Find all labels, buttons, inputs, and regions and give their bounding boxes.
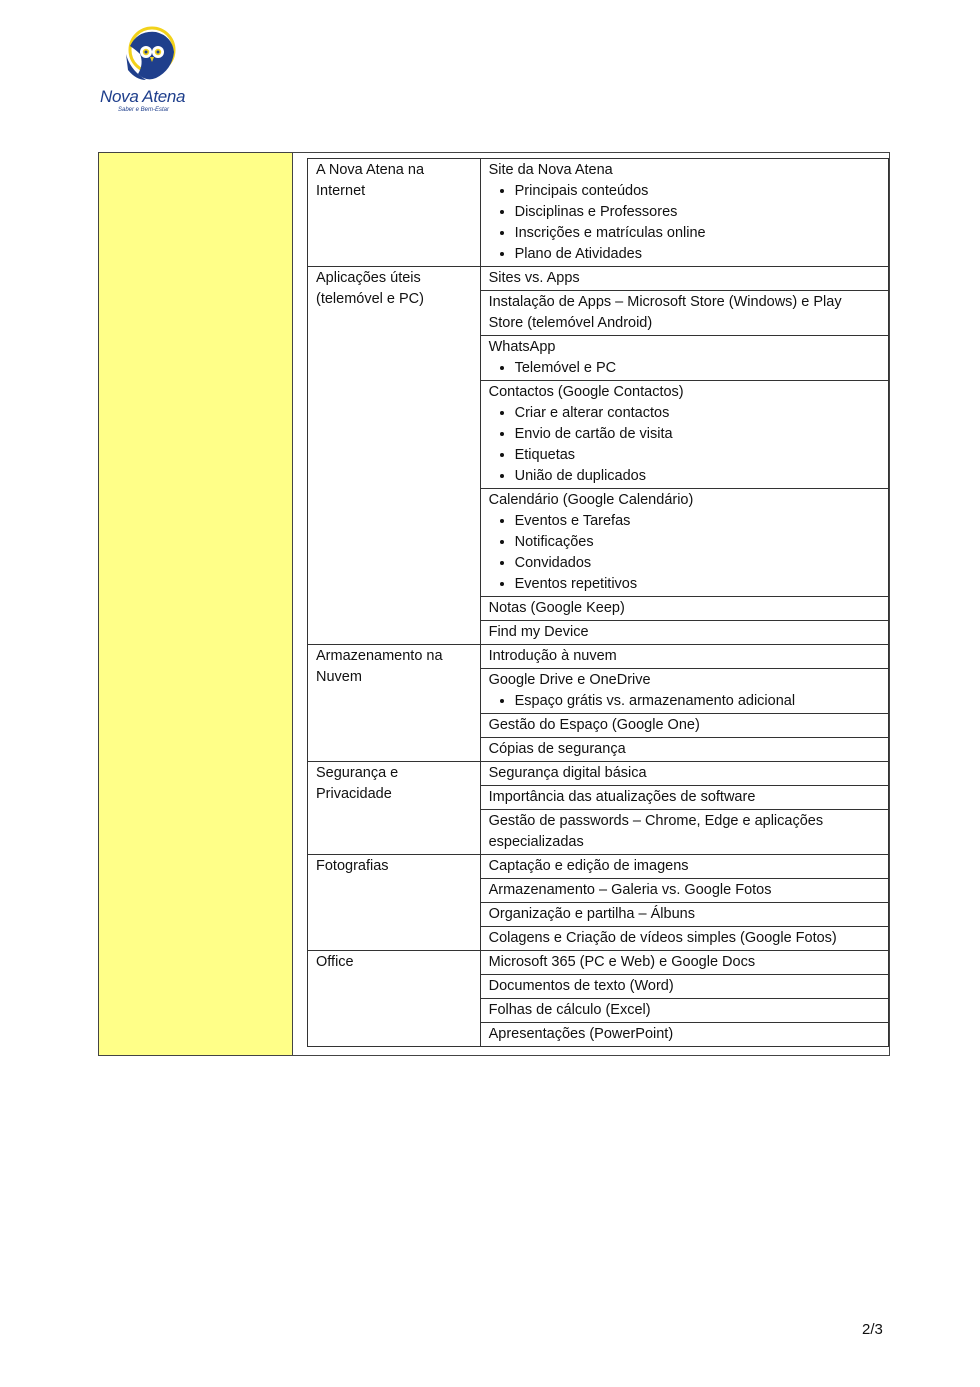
item-cell xyxy=(480,291,888,336)
item-cell xyxy=(480,999,888,1023)
item-cell xyxy=(480,159,888,267)
item-cell xyxy=(480,267,888,291)
page-number: 2/3 xyxy=(862,1321,883,1338)
topic-cell: Aplicações úteis (telemóvel e PC) xyxy=(308,267,481,645)
list-item: • Principais conteúdos xyxy=(515,181,880,202)
logo-name: Nova Atena xyxy=(100,87,186,106)
syllabus-table xyxy=(307,158,889,1047)
topic-cell: Office xyxy=(308,951,481,1047)
item-cell xyxy=(480,489,888,597)
item-cell xyxy=(480,903,888,927)
list-item: • Disciplinas e Professores xyxy=(515,202,880,223)
item-cell xyxy=(480,621,888,645)
item-text: Contactos (Google Contactos) xyxy=(488,384,684,400)
item-cell xyxy=(480,879,888,903)
item-text: Documentos de texto (Word) xyxy=(488,978,674,994)
item-text: Sites vs. Apps xyxy=(488,270,580,286)
item-text: Armazenamento – Galeria vs. Google Fotos xyxy=(488,882,772,898)
item-text: Microsoft 365 (PC e Web) e Google Docs xyxy=(488,954,756,970)
table-row xyxy=(308,762,889,786)
bullet-list xyxy=(489,403,880,487)
item-cell xyxy=(480,810,888,855)
item-text: Apresentações (PowerPoint) xyxy=(488,1026,674,1042)
item-text: Colagens e Criação de vídeos simples (Google Fotos) xyxy=(488,930,837,946)
item-text: Instalação de Apps – Microsoft Store (Windows) e Play Store (telemóvel Android) xyxy=(488,294,842,331)
item-cell xyxy=(480,951,888,975)
item-text: Captação e edição de imagens xyxy=(488,858,689,874)
item-cell xyxy=(480,597,888,621)
list-item: • Espaço grátis vs. armazenamento adicional xyxy=(515,691,880,712)
list-item: • Eventos e Tarefas xyxy=(515,511,880,532)
list-item: • União de duplicados xyxy=(515,466,880,487)
item-cell xyxy=(480,714,888,738)
item-cell xyxy=(480,762,888,786)
item-text: Importância das atualizações de software xyxy=(488,789,756,805)
item-cell xyxy=(480,1023,888,1047)
item-text: Calendário (Google Calendário) xyxy=(488,492,694,508)
table-row xyxy=(308,159,889,267)
list-item: • Etiquetas xyxy=(515,445,880,466)
list-item: • Plano de Atividades xyxy=(515,244,880,265)
item-text: Organização e partilha – Álbuns xyxy=(488,906,695,922)
table-row xyxy=(308,951,889,975)
item-text: Site da Nova Atena xyxy=(488,162,613,178)
item-text: Introdução à nuvem xyxy=(488,648,617,664)
bullet-list xyxy=(489,691,880,712)
bullet-list xyxy=(489,181,880,265)
owl-logo-icon xyxy=(116,24,180,86)
item-cell xyxy=(480,975,888,999)
item-text: Folhas de cálculo (Excel) xyxy=(488,1002,651,1018)
item-text: Google Drive e OneDrive xyxy=(488,672,651,688)
item-text: Gestão de passwords – Chrome, Edge e aplicações especializadas xyxy=(488,813,824,850)
topic-cell: Fotografias xyxy=(308,855,481,951)
list-item: • Eventos repetitivos xyxy=(515,574,880,595)
topic-cell: Segurança e Privacidade xyxy=(308,762,481,855)
bullet-list xyxy=(489,358,880,379)
table-row xyxy=(308,645,889,669)
list-item: • Telemóvel e PC xyxy=(515,358,880,379)
highlight-column xyxy=(99,153,293,1055)
item-text: Notas (Google Keep) xyxy=(488,600,625,616)
item-cell xyxy=(480,645,888,669)
item-cell xyxy=(480,855,888,879)
item-text: Cópias de segurança xyxy=(488,741,626,757)
item-cell xyxy=(480,738,888,762)
list-item: • Criar e alterar contactos xyxy=(515,403,880,424)
table-row xyxy=(308,855,889,879)
item-text: Segurança digital básica xyxy=(488,765,647,781)
table-row xyxy=(308,267,889,291)
item-cell xyxy=(480,381,888,489)
item-text: Find my Device xyxy=(488,624,589,640)
list-item: • Notificações xyxy=(515,532,880,553)
list-item: • Convidados xyxy=(515,553,880,574)
item-cell xyxy=(480,927,888,951)
item-text: Gestão do Espaço (Google One) xyxy=(488,717,700,733)
item-cell xyxy=(480,336,888,381)
item-cell xyxy=(480,786,888,810)
topic-cell: A Nova Atena na Internet xyxy=(308,159,481,267)
logo xyxy=(96,24,206,124)
list-item: • Envio de cartão de visita xyxy=(515,424,880,445)
content-frame xyxy=(98,152,890,1056)
item-text: WhatsApp xyxy=(488,339,556,355)
list-item: • Inscrições e matrículas online xyxy=(515,223,880,244)
topic-cell: Armazenamento na Nuvem xyxy=(308,645,481,762)
item-cell xyxy=(480,669,888,714)
bullet-list xyxy=(489,511,880,595)
logo-tagline: Saber e Bem-Estar xyxy=(118,107,170,113)
